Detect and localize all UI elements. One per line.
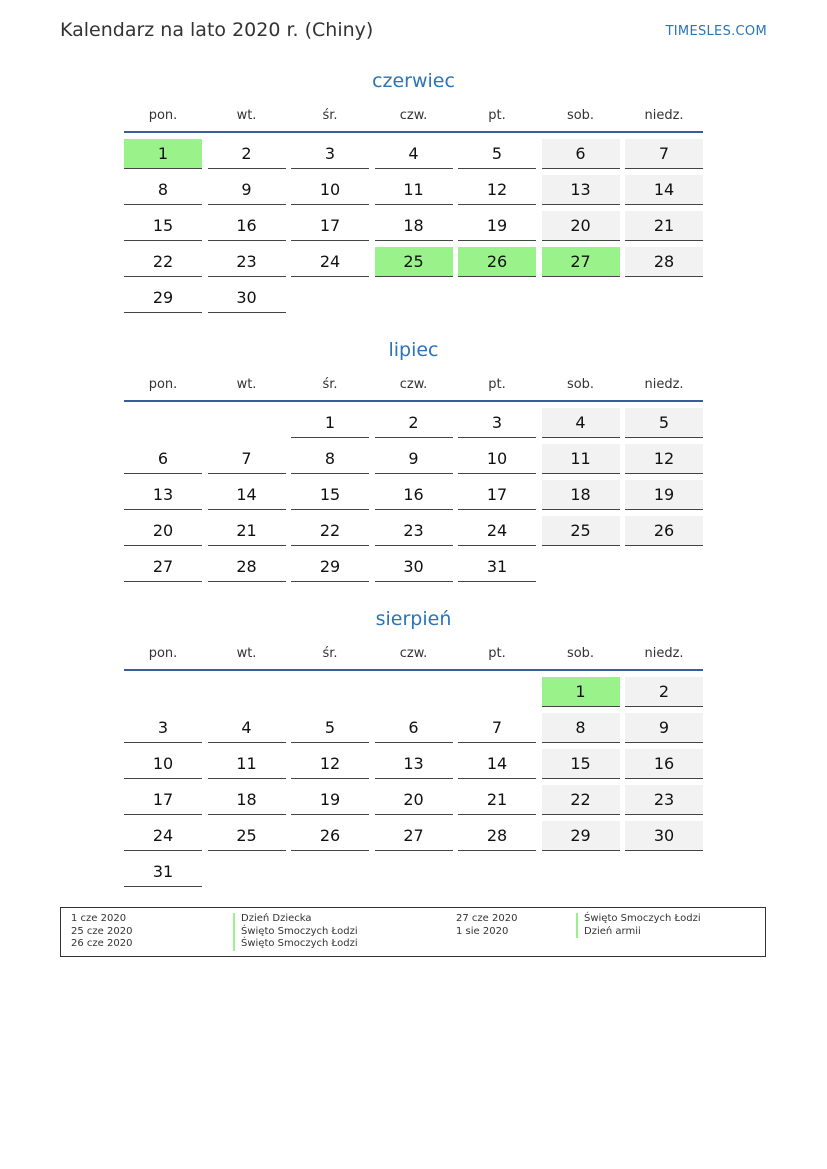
empty-cell (124, 677, 202, 707)
holiday-day-cell: 1 (124, 139, 202, 169)
legend-right-dates (456, 913, 517, 938)
day-cell: 17 (458, 480, 536, 510)
weekday-header (124, 374, 703, 396)
day-cell: 20 (124, 516, 202, 546)
weekday-label: śr. (322, 377, 338, 392)
day-cell: 9 (625, 713, 703, 743)
day-cell: 15 (542, 749, 620, 779)
day-cell: 23 (375, 516, 453, 546)
day-cell: 3 (291, 139, 369, 169)
day-cell: 28 (208, 552, 286, 582)
day-cell: 1 (291, 408, 369, 438)
day-grid (124, 139, 703, 313)
day-cell: 10 (458, 444, 536, 474)
legend-left-names (233, 913, 358, 951)
day-cell: 7 (625, 139, 703, 169)
weekday-label: śr. (322, 108, 338, 123)
day-cell: 22 (542, 785, 620, 815)
weekday-label: pt. (488, 108, 506, 123)
day-cell: 21 (458, 785, 536, 815)
day-cell: 2 (208, 139, 286, 169)
day-cell: 27 (124, 552, 202, 582)
day-cell: 7 (458, 713, 536, 743)
day-cell: 3 (458, 408, 536, 438)
weekday-label: wt. (236, 646, 257, 661)
day-cell: 30 (625, 821, 703, 851)
day-cell: 18 (375, 211, 453, 241)
day-cell: 9 (208, 175, 286, 205)
day-cell: 18 (542, 480, 620, 510)
day-cell: 24 (124, 821, 202, 851)
weekday-header (124, 643, 703, 665)
day-cell: 15 (291, 480, 369, 510)
day-cell: 14 (208, 480, 286, 510)
legend-holiday-name: Dzień Dziecka (233, 913, 358, 926)
day-cell: 26 (625, 516, 703, 546)
empty-cell (124, 408, 202, 438)
legend-date: 1 cze 2020 (71, 913, 127, 924)
day-cell: 10 (124, 749, 202, 779)
weekday-label: czw. (399, 377, 428, 392)
day-cell: 21 (208, 516, 286, 546)
weekday-label: niedz. (644, 646, 684, 661)
weekday-label: niedz. (644, 108, 684, 123)
weekday-label: pon. (148, 377, 178, 392)
day-cell: 17 (124, 785, 202, 815)
weekday-label: niedz. (644, 377, 684, 392)
day-cell: 31 (458, 552, 536, 582)
day-cell: 23 (208, 247, 286, 277)
weekday-label: sob. (566, 646, 595, 661)
day-cell: 22 (124, 247, 202, 277)
day-cell: 9 (375, 444, 453, 474)
month-name: czerwiec (372, 70, 455, 92)
day-cell: 13 (124, 480, 202, 510)
day-cell: 7 (208, 444, 286, 474)
day-cell: 28 (625, 247, 703, 277)
day-cell: 6 (542, 139, 620, 169)
day-cell: 8 (124, 175, 202, 205)
day-cell: 24 (458, 516, 536, 546)
day-cell: 6 (375, 713, 453, 743)
legend-left-dates (71, 913, 132, 951)
day-cell: 13 (375, 749, 453, 779)
day-cell: 8 (542, 713, 620, 743)
day-cell: 19 (625, 480, 703, 510)
day-cell: 5 (291, 713, 369, 743)
day-cell: 11 (542, 444, 620, 474)
day-cell: 25 (208, 821, 286, 851)
day-cell: 4 (542, 408, 620, 438)
holiday-day-cell: 26 (458, 247, 536, 277)
day-cell: 31 (124, 857, 202, 887)
holiday-day-cell: 27 (542, 247, 620, 277)
day-cell: 14 (458, 749, 536, 779)
page-title: Kalendarz na lato 2020 r. (Chiny) (60, 19, 374, 41)
day-cell: 14 (625, 175, 703, 205)
day-cell: 5 (458, 139, 536, 169)
day-cell: 2 (625, 677, 703, 707)
legend-holiday-name: Dzień armii (576, 926, 701, 939)
day-cell: 27 (375, 821, 453, 851)
legend-date: 1 sie 2020 (456, 925, 509, 937)
day-cell: 20 (375, 785, 453, 815)
empty-cell (458, 677, 536, 707)
day-cell: 30 (375, 552, 453, 582)
header-divider (124, 131, 703, 133)
weekday-label: pon. (148, 646, 178, 661)
legend-holiday-name: Święto Smoczych Łodzi (576, 913, 701, 926)
month-calendar (124, 608, 703, 887)
day-cell: 24 (291, 247, 369, 277)
day-cell: 16 (625, 749, 703, 779)
weekday-label: sob. (566, 108, 595, 123)
day-cell: 12 (625, 444, 703, 474)
day-cell: 29 (291, 552, 369, 582)
day-cell: 12 (291, 749, 369, 779)
day-cell: 4 (375, 139, 453, 169)
empty-cell (291, 677, 369, 707)
day-cell: 30 (208, 283, 286, 313)
day-cell: 15 (124, 211, 202, 241)
day-cell: 29 (124, 283, 202, 313)
month-name: sierpień (375, 608, 452, 630)
legend-date: 26 cze 2020 (71, 938, 133, 949)
day-cell: 4 (208, 713, 286, 743)
legend-holiday-name: Święto Smoczych Łodzi (233, 938, 358, 951)
weekday-label: śr. (322, 646, 338, 661)
day-cell: 20 (542, 211, 620, 241)
header-divider (124, 400, 703, 402)
holiday-legend (60, 907, 766, 957)
day-cell: 6 (124, 444, 202, 474)
weekday-label: sob. (566, 377, 595, 392)
weekday-header (124, 105, 703, 127)
weekday-label: pt. (488, 377, 506, 392)
day-cell: 3 (124, 713, 202, 743)
legend-date: 25 cze 2020 (71, 925, 133, 937)
empty-cell (208, 408, 286, 438)
header-divider (124, 669, 703, 671)
day-cell: 22 (291, 516, 369, 546)
holiday-day-cell: 1 (542, 677, 620, 707)
day-cell: 18 (208, 785, 286, 815)
empty-cell (375, 677, 453, 707)
empty-cell (208, 677, 286, 707)
weekday-label: czw. (399, 646, 428, 661)
weekday-label: czw. (399, 108, 428, 123)
day-cell: 13 (542, 175, 620, 205)
day-cell: 12 (458, 175, 536, 205)
weekday-label: wt. (236, 377, 257, 392)
holiday-day-cell: 25 (375, 247, 453, 277)
month-calendar (124, 70, 703, 313)
day-cell: 17 (291, 211, 369, 241)
day-cell: 10 (291, 175, 369, 205)
day-cell: 19 (458, 211, 536, 241)
day-cell: 16 (208, 211, 286, 241)
day-cell: 26 (291, 821, 369, 851)
day-cell: 11 (208, 749, 286, 779)
day-cell: 28 (458, 821, 536, 851)
weekday-label: pt. (488, 646, 506, 661)
legend-date: 27 cze 2020 (456, 913, 518, 924)
day-cell: 8 (291, 444, 369, 474)
day-cell: 16 (375, 480, 453, 510)
legend-holiday-name: Święto Smoczych Łodzi (233, 926, 358, 939)
day-grid (124, 677, 703, 887)
day-cell: 23 (625, 785, 703, 815)
weekday-label: pon. (148, 108, 178, 123)
legend-right-names (576, 913, 701, 938)
month-name: lipiec (388, 339, 439, 361)
brand-link[interactable]: TIMESLES.COM (665, 24, 767, 39)
day-cell: 25 (542, 516, 620, 546)
day-cell: 19 (291, 785, 369, 815)
day-cell: 11 (375, 175, 453, 205)
day-cell: 21 (625, 211, 703, 241)
month-calendar (124, 339, 703, 582)
day-grid (124, 408, 703, 582)
weekday-label: wt. (236, 108, 257, 123)
day-cell: 2 (375, 408, 453, 438)
day-cell: 5 (625, 408, 703, 438)
day-cell: 29 (542, 821, 620, 851)
